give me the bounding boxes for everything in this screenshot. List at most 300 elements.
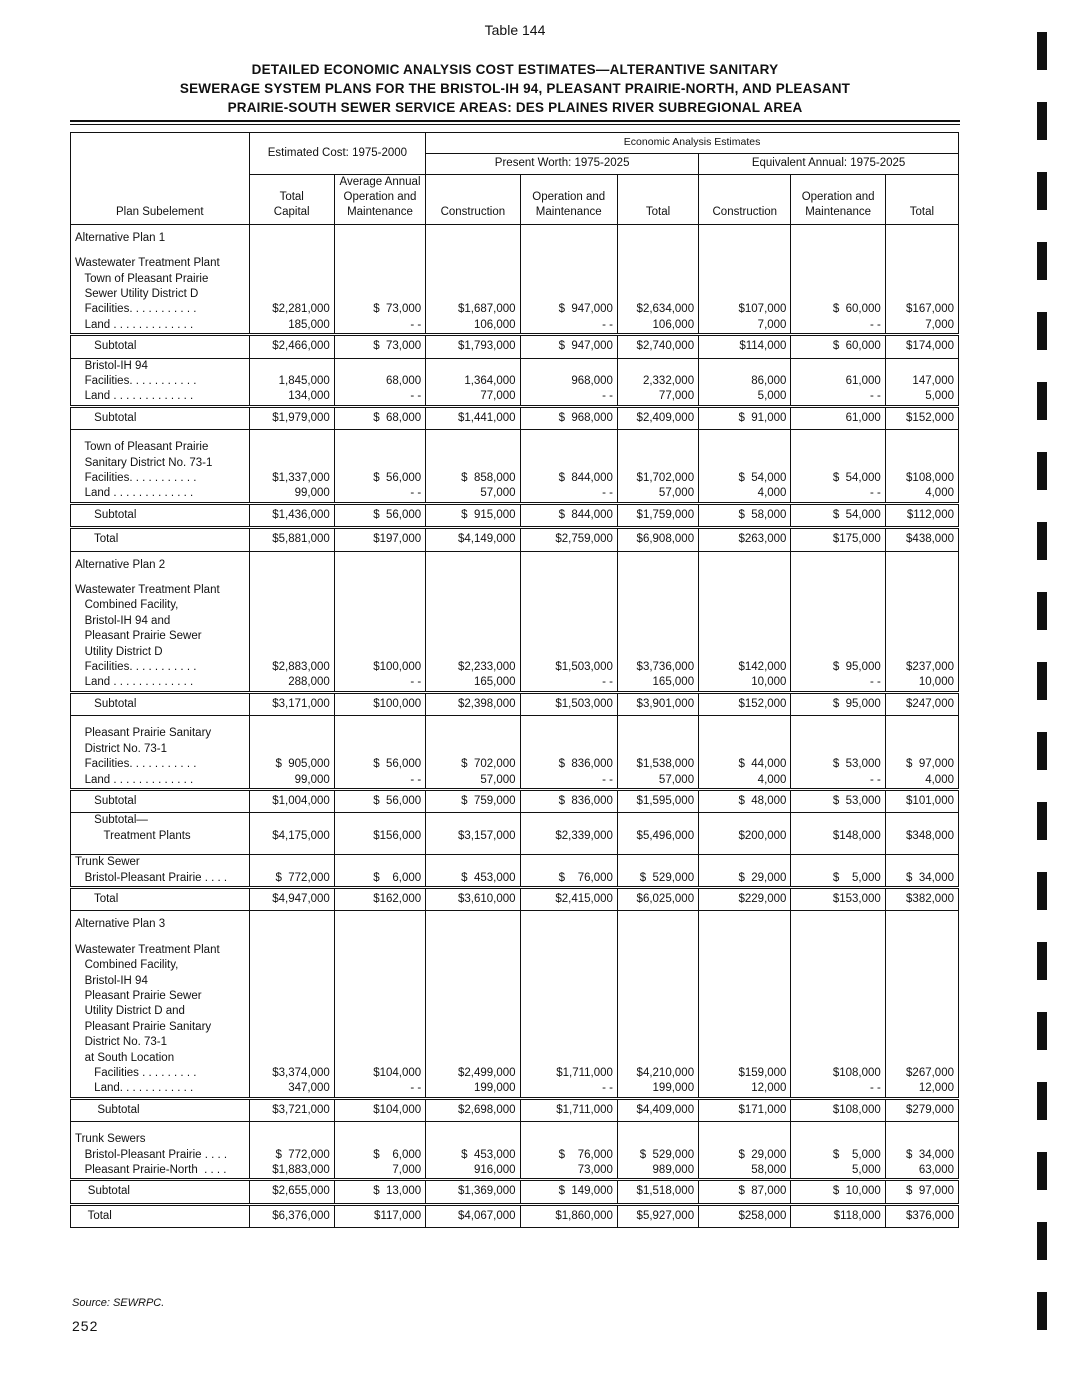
value-cell (617, 440, 698, 455)
row-label: Pleasant Prairie Sewer (71, 989, 250, 1004)
value-cell: $ 95,000 (791, 660, 885, 675)
value-cell: $ 58,000 (699, 503, 791, 527)
value-cell (334, 256, 425, 271)
value-cell (249, 974, 334, 989)
value-cell: $1,436,000 (249, 503, 334, 527)
value-cell (334, 943, 425, 958)
value-cell: 10,000 (699, 675, 791, 692)
label-row (71, 1020, 959, 1035)
value-cell: 5,000 (791, 1163, 885, 1180)
value-cell (520, 246, 617, 256)
value-cell: $ 968,000 (520, 406, 617, 429)
value-cell (699, 1051, 791, 1066)
value-cell (426, 287, 520, 302)
table-heading (70, 60, 960, 117)
value-cell (699, 430, 791, 441)
value-cell: $ 87,000 (699, 1180, 791, 1204)
value-cell (617, 911, 698, 933)
row-label: at South Location (71, 1051, 250, 1066)
value-cell: $5,927,000 (617, 1204, 698, 1227)
row-label: Subtotal (71, 335, 250, 358)
value-cell: $1,979,000 (249, 406, 334, 429)
value-cell (334, 844, 425, 855)
value-cell (885, 974, 958, 989)
value-cell: 4,000 (885, 486, 958, 503)
row-label (71, 933, 250, 943)
value-cell (334, 742, 425, 757)
value-cell (791, 598, 885, 613)
value-cell: $ 836,000 (520, 757, 617, 772)
table-row (71, 471, 959, 486)
value-cell: $ 68,000 (334, 406, 425, 429)
value-cell (699, 256, 791, 271)
value-cell (334, 989, 425, 1004)
value-cell: $2,398,000 (426, 692, 520, 715)
value-cell (334, 246, 425, 256)
value-cell: $152,000 (699, 692, 791, 715)
label-row (71, 1132, 959, 1147)
label-row (71, 614, 959, 629)
value-cell (334, 1122, 425, 1133)
value-cell: $156,000 (334, 829, 425, 844)
row-label: Land. . . . . . . . . . . . (71, 1081, 250, 1098)
row-label: Combined Facility, (71, 958, 250, 973)
value-cell: $ 56,000 (334, 471, 425, 486)
col-equivalent-annual: Equivalent Annual: 1975-2025 (699, 154, 959, 175)
value-cell (334, 573, 425, 583)
value-cell: $ 13,000 (334, 1180, 425, 1204)
value-cell: $108,000 (791, 1066, 885, 1081)
label-row (71, 440, 959, 455)
value-cell (885, 358, 958, 374)
value-cell (885, 855, 958, 871)
value-cell: $1,004,000 (249, 789, 334, 812)
subtotal-row (71, 887, 959, 910)
margin-mark (1037, 452, 1047, 490)
value-cell: $ 53,000 (791, 757, 885, 772)
value-cell (520, 456, 617, 471)
value-cell (520, 958, 617, 973)
section-row (71, 911, 959, 933)
value-cell (249, 933, 334, 943)
row-label: Subtotal (71, 1180, 250, 1204)
value-cell (791, 958, 885, 973)
value-cell (520, 614, 617, 629)
col-pw-construction: Construction (426, 175, 520, 225)
value-cell: $175,000 (791, 528, 885, 551)
value-cell (520, 943, 617, 958)
value-cell (791, 246, 885, 256)
value-cell: $1,759,000 (617, 503, 698, 527)
subtotal-row (71, 503, 959, 527)
value-cell: 77,000 (617, 389, 698, 406)
value-cell (426, 272, 520, 287)
value-cell (334, 629, 425, 644)
value-cell (334, 933, 425, 943)
value-cell (249, 358, 334, 374)
value-cell (249, 224, 334, 246)
value-cell (249, 645, 334, 660)
value-cell (617, 726, 698, 741)
value-cell (791, 272, 885, 287)
value-cell (426, 645, 520, 660)
row-label: Wastewater Treatment Plant (71, 943, 250, 958)
value-cell (426, 551, 520, 573)
value-cell (426, 813, 520, 829)
value-cell (520, 272, 617, 287)
value-cell: $112,000 (885, 503, 958, 527)
value-cell: $108,000 (885, 471, 958, 486)
value-cell (249, 742, 334, 757)
value-cell: $1,595,000 (617, 789, 698, 812)
value-cell: $ 772,000 (249, 1148, 334, 1163)
value-cell: $ 702,000 (426, 757, 520, 772)
value-cell: $114,000 (699, 335, 791, 358)
value-cell (791, 256, 885, 271)
value-cell (885, 1051, 958, 1066)
value-cell (249, 430, 334, 441)
value-cell (885, 430, 958, 441)
table-row (71, 389, 959, 406)
value-cell (617, 1004, 698, 1019)
row-label (71, 1122, 250, 1133)
value-cell (885, 911, 958, 933)
value-cell (426, 726, 520, 741)
label-row (71, 629, 959, 644)
value-cell: $237,000 (885, 660, 958, 675)
value-cell (520, 583, 617, 598)
value-cell (334, 1035, 425, 1050)
value-cell: $3,171,000 (249, 692, 334, 715)
table-row (71, 773, 959, 790)
value-cell (885, 583, 958, 598)
value-cell: $4,947,000 (249, 887, 334, 910)
value-cell: 63,000 (885, 1163, 958, 1180)
value-cell (617, 1035, 698, 1050)
value-cell (334, 272, 425, 287)
margin-mark (1037, 1292, 1047, 1330)
row-label: Pleasant Prairie Sewer (71, 629, 250, 644)
value-cell (617, 256, 698, 271)
value-cell: $ 95,000 (791, 692, 885, 715)
table-row (71, 318, 959, 335)
value-cell (885, 742, 958, 757)
value-cell (334, 911, 425, 933)
value-cell: $4,175,000 (249, 829, 334, 844)
margin-mark (1037, 802, 1047, 840)
value-cell: 106,000 (617, 318, 698, 335)
value-cell (885, 287, 958, 302)
value-cell: $ 97,000 (885, 1180, 958, 1204)
value-cell: $ 858,000 (426, 471, 520, 486)
value-cell (520, 430, 617, 441)
spacer-row (71, 246, 959, 256)
value-cell (520, 726, 617, 741)
value-cell (885, 1132, 958, 1147)
row-label: Facilities. . . . . . . . . . . (71, 471, 250, 486)
margin-mark (1037, 522, 1047, 560)
value-cell (885, 551, 958, 573)
value-cell (520, 1132, 617, 1147)
value-cell (791, 989, 885, 1004)
value-cell: 57,000 (617, 486, 698, 503)
table-row (71, 829, 959, 844)
row-label: Pleasant Prairie Sanitary (71, 726, 250, 741)
value-cell: $1,441,000 (426, 406, 520, 429)
col-economic-analysis: Economic Analysis Estimates (426, 133, 959, 154)
value-cell (520, 1122, 617, 1133)
value-cell (334, 855, 425, 871)
subtotal-row (71, 692, 959, 715)
value-cell: $2,415,000 (520, 887, 617, 910)
row-label: Sanitary District No. 73-1 (71, 456, 250, 471)
value-cell: - - (791, 389, 885, 406)
label-row (71, 943, 959, 958)
row-label: Total (71, 887, 250, 910)
margin-mark (1037, 312, 1047, 350)
value-cell (699, 813, 791, 829)
row-label: Facilities. . . . . . . . . . . (71, 302, 250, 317)
value-cell (699, 614, 791, 629)
value-cell (791, 911, 885, 933)
value-cell (885, 246, 958, 256)
section-row (71, 551, 959, 573)
value-cell: $101,000 (885, 789, 958, 812)
value-cell (699, 958, 791, 973)
margin-mark (1037, 32, 1047, 70)
value-cell: - - (334, 675, 425, 692)
label-row (71, 958, 959, 973)
value-cell (520, 440, 617, 455)
value-cell: 77,000 (426, 389, 520, 406)
value-cell (617, 224, 698, 246)
value-cell (249, 440, 334, 455)
value-cell (699, 933, 791, 943)
value-cell: $1,702,000 (617, 471, 698, 486)
table-row (71, 1081, 959, 1098)
value-cell: $174,000 (885, 335, 958, 358)
value-cell (617, 855, 698, 871)
value-cell: $ 6,000 (334, 871, 425, 888)
value-cell: $ 29,000 (699, 871, 791, 888)
value-cell: 199,000 (617, 1081, 698, 1098)
subtotal-row (71, 789, 959, 812)
value-cell (885, 933, 958, 943)
subtotal-row (71, 528, 959, 551)
value-cell: $1,687,000 (426, 302, 520, 317)
value-cell (617, 573, 698, 583)
value-cell: 1,845,000 (249, 374, 334, 389)
margin-mark (1037, 1012, 1047, 1050)
value-cell: - - (334, 1081, 425, 1098)
value-cell: $229,000 (699, 887, 791, 910)
value-cell: $6,025,000 (617, 887, 698, 910)
heading-rule-thin (70, 124, 960, 125)
value-cell (885, 716, 958, 727)
value-cell (617, 989, 698, 1004)
value-cell (520, 844, 617, 855)
col-total-capital: Total Capital (249, 175, 334, 225)
value-cell: $171,000 (699, 1098, 791, 1121)
value-cell (520, 573, 617, 583)
value-cell: $ 34,000 (885, 1148, 958, 1163)
value-cell (249, 614, 334, 629)
value-cell: $ 54,000 (791, 471, 885, 486)
value-cell (426, 742, 520, 757)
value-cell (520, 287, 617, 302)
value-cell (426, 598, 520, 613)
value-cell: $348,000 (885, 829, 958, 844)
value-cell (699, 855, 791, 871)
label-row (71, 272, 959, 287)
value-cell: - - (520, 773, 617, 790)
value-cell (426, 614, 520, 629)
value-cell (791, 716, 885, 727)
col-ea-om: Operation and Maintenance (791, 175, 885, 225)
value-cell: $1,860,000 (520, 1204, 617, 1227)
value-cell (520, 974, 617, 989)
table-row (71, 757, 959, 772)
value-cell: 12,000 (699, 1081, 791, 1098)
row-label (71, 573, 250, 583)
value-cell: $2,634,000 (617, 302, 698, 317)
value-cell: $1,369,000 (426, 1180, 520, 1204)
value-cell (426, 583, 520, 598)
row-label: Total (71, 528, 250, 551)
value-cell (617, 358, 698, 374)
value-cell: $ 44,000 (699, 757, 791, 772)
value-cell: $ 5,000 (791, 1148, 885, 1163)
value-cell (249, 813, 334, 829)
value-cell (699, 1035, 791, 1050)
value-cell: 288,000 (249, 675, 334, 692)
value-cell: $2,499,000 (426, 1066, 520, 1081)
table-row (71, 486, 959, 503)
value-cell: - - (520, 675, 617, 692)
value-cell (791, 583, 885, 598)
value-cell (617, 933, 698, 943)
row-label: Subtotal (71, 789, 250, 812)
value-cell (334, 1004, 425, 1019)
value-cell: 4,000 (885, 773, 958, 790)
value-cell: $258,000 (699, 1204, 791, 1227)
value-cell (885, 989, 958, 1004)
value-cell (699, 246, 791, 256)
value-cell (617, 1132, 698, 1147)
value-cell (791, 933, 885, 943)
value-cell: $ 915,000 (426, 503, 520, 527)
value-cell (885, 1122, 958, 1133)
value-cell (617, 844, 698, 855)
value-cell: $ 60,000 (791, 302, 885, 317)
value-cell (249, 1035, 334, 1050)
value-cell (520, 933, 617, 943)
label-row (71, 1051, 959, 1066)
value-cell (699, 272, 791, 287)
value-cell (699, 598, 791, 613)
value-cell: $279,000 (885, 1098, 958, 1121)
value-cell: $ 947,000 (520, 335, 617, 358)
spacer-row (71, 844, 959, 855)
value-cell: $104,000 (334, 1098, 425, 1121)
value-cell: 1,364,000 (426, 374, 520, 389)
value-cell (617, 958, 698, 973)
value-cell (699, 1020, 791, 1035)
value-cell (699, 943, 791, 958)
value-cell (791, 844, 885, 855)
col-estimated-cost: Estimated Cost: 1975-2000 (249, 133, 426, 175)
value-cell (699, 716, 791, 727)
value-cell (885, 629, 958, 644)
value-cell: $1,883,000 (249, 1163, 334, 1180)
value-cell: - - (791, 1081, 885, 1098)
label-row (71, 989, 959, 1004)
spacer-row (71, 1122, 959, 1133)
value-cell (791, 726, 885, 741)
value-cell (249, 629, 334, 644)
table-body (71, 224, 959, 1228)
value-cell: $104,000 (334, 1066, 425, 1081)
value-cell: $118,000 (791, 1204, 885, 1227)
value-cell (426, 989, 520, 1004)
value-cell (699, 224, 791, 246)
value-cell (426, 855, 520, 871)
value-cell (334, 440, 425, 455)
value-cell (617, 551, 698, 573)
table-row (71, 302, 959, 317)
value-cell (426, 716, 520, 727)
table-row (71, 1066, 959, 1081)
value-cell: $5,496,000 (617, 829, 698, 844)
value-cell (249, 573, 334, 583)
table-row (71, 871, 959, 888)
value-cell: $2,759,000 (520, 528, 617, 551)
row-label: Pleasant Prairie-North . . . . (71, 1163, 250, 1180)
value-cell (885, 598, 958, 613)
value-cell: $ 97,000 (885, 757, 958, 772)
label-row (71, 974, 959, 989)
value-cell: 989,000 (617, 1163, 698, 1180)
value-cell: $1,711,000 (520, 1066, 617, 1081)
value-cell: $200,000 (699, 829, 791, 844)
col-pw-om: Operation and Maintenance (520, 175, 617, 225)
value-cell (885, 456, 958, 471)
value-cell: $4,067,000 (426, 1204, 520, 1227)
value-cell: $ 76,000 (520, 871, 617, 888)
table-row (71, 1163, 959, 1180)
value-cell (885, 614, 958, 629)
value-cell: $100,000 (334, 692, 425, 715)
value-cell (617, 272, 698, 287)
value-cell: - - (520, 1081, 617, 1098)
value-cell: $ 836,000 (520, 789, 617, 812)
row-label: Trunk Sewer (71, 855, 250, 871)
value-cell (520, 855, 617, 871)
row-label: Subtotal (71, 503, 250, 527)
value-cell: 5,000 (885, 389, 958, 406)
value-cell: $1,503,000 (520, 660, 617, 675)
row-label (71, 246, 250, 256)
value-cell: $ 947,000 (520, 302, 617, 317)
value-cell: - - (791, 486, 885, 503)
row-label (71, 844, 250, 855)
value-cell: 147,000 (885, 374, 958, 389)
value-cell: 12,000 (885, 1081, 958, 1098)
value-cell: $438,000 (885, 528, 958, 551)
value-cell: 4,000 (699, 773, 791, 790)
value-cell (426, 256, 520, 271)
row-label: Treatment Plants (71, 829, 250, 844)
